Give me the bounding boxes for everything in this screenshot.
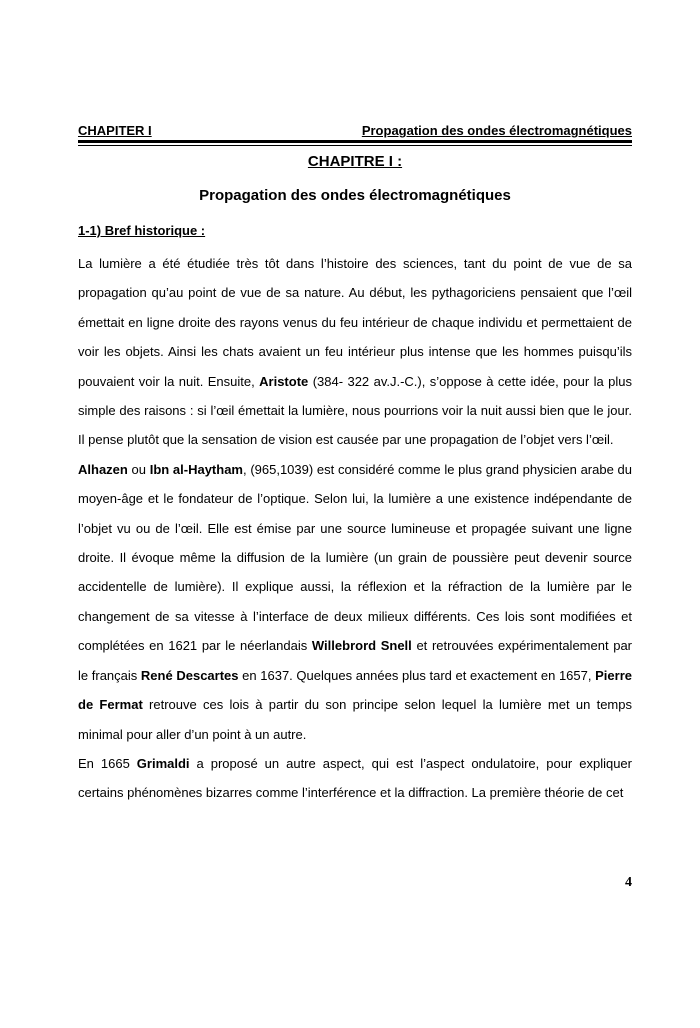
name-ibn-al-haytham: Ibn al-Haytham — [149, 461, 243, 477]
name-aristote: Aristote — [259, 373, 309, 389]
text-run: , (965,1039) est considéré comme le plus grand physicien arabe du moyen-âge et le fondateur de l’optique. Selon lui, la lumière a une existence indépendante de l’objet vu ou de l’œil. Elle est émise par une source lumineuse et propagée suivant une ligne droite. Il évoque même la diffusion de la lumière (un grain de poussière peut devenir source accidentelle de lumière). Il explique aussi, la réflexion et la réfraction de la lumière par le changement de sa vitesse à l’interface de deux milieux différents. Ces lois sont modifiées et complétées en 1621 par le néerlandais — [78, 461, 632, 654]
name-snell: Willebrord Snell — [311, 638, 412, 654]
header-chapter-topic: Propagation des ondes électromagnétiques — [361, 123, 632, 138]
text-run: en 1637. Quelques années plus tard et exactement en 1657, — [238, 667, 596, 683]
text-run: retrouve ces lois à partir du son principe selon lequel la lumière met un temps minimal pour aller d’un point à un autre. — [78, 697, 632, 742]
page-number: 4 — [625, 875, 632, 890]
paragraph-alhazen — [78, 455, 632, 749]
body-text — [78, 249, 632, 808]
header-rule-thick — [78, 140, 632, 143]
document-page — [78, 0, 632, 1028]
chapter-subtitle: Propagation des ondes électromagnétiques — [199, 187, 511, 204]
section-heading: 1-1) Bref historique : — [78, 223, 206, 238]
text-run: En 1665 — [78, 755, 137, 771]
name-fermat: Pierre de Fermat — [78, 667, 632, 713]
text-run: et retrouvées expérimentalement par le français — [78, 638, 633, 683]
name-alhazen: Alhazen — [78, 461, 128, 477]
text-run: ou — [127, 461, 150, 477]
text-run: a proposé un autre aspect, qui est l’aspect ondulatoire, pour expliquer certains phénomènes bizarres comme l’interférence et la diffraction. La première théorie de cet — [78, 755, 632, 801]
chapter-title: CHAPITRE I : — [307, 153, 403, 170]
header-rule-thin — [78, 145, 632, 146]
paragraph-grimaldi — [78, 749, 632, 808]
name-descartes: René Descartes — [140, 667, 239, 683]
paragraph-aristote — [78, 249, 632, 455]
header-chapter-label: CHAPITER I — [78, 123, 152, 138]
running-header — [78, 124, 632, 138]
name-grimaldi: Grimaldi — [136, 755, 190, 771]
text-run: (384- 322 av.J.-C.), s’oppose à cette idée, pour la plus simple des raisons : si l’œil émettait la lumière, nous pourrions voir la nuit aussi bien que le jour. Il pense plutôt que la sensation de vision est causée par une propagation de l’objet vers l’œil. — [78, 373, 632, 448]
text-run: La lumière a été étudiée très tôt dans l’histoire des sciences, tant du point de vue de sa propagation qu’au point de vue de sa nature. Au début, les pythagoriciens pensaient que l’œil émettait en ligne droite des rayons venus du feu intérieur de chaque individu et permettaient de voir les objets. Ainsi les chats avaient un feu intérieur plus intense que les hommes puisqu’ils pouvaient voir la nuit. Ensuite, — [78, 256, 632, 389]
